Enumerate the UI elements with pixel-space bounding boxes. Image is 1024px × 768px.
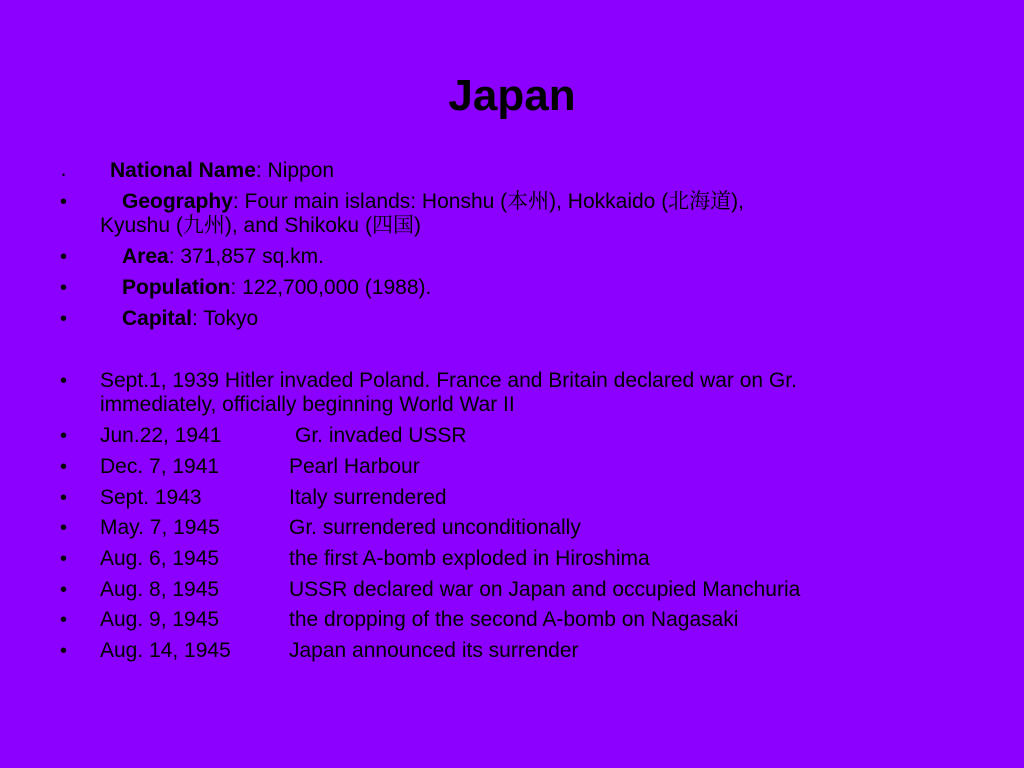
timeline-entry xyxy=(100,424,980,448)
timeline-date: Sept. 1943 xyxy=(100,486,202,509)
bullet-icon: • xyxy=(60,640,68,662)
fact-separator: : xyxy=(192,307,204,330)
timeline-event: Japan announced its surrender xyxy=(289,639,579,662)
bullet-icon: • xyxy=(60,548,68,570)
timeline-date: May. 7, 1945 xyxy=(100,516,220,539)
fact-separator: : xyxy=(232,190,245,213)
timeline-entry xyxy=(100,639,980,663)
fact-label: Area xyxy=(122,245,169,268)
bullet-icon: • xyxy=(60,579,68,601)
timeline-event: Italy surrendered xyxy=(289,486,447,509)
fact-value: 371,857 sq.km. xyxy=(180,245,324,268)
timeline-entry xyxy=(100,578,980,602)
timeline-entry xyxy=(100,455,980,479)
fact-text xyxy=(122,190,1002,214)
fact-label: Geography xyxy=(122,190,233,213)
timeline-event: the dropping of the second A-bomb on Nagasaki xyxy=(289,608,739,631)
timeline-date: Aug. 6, 1945 xyxy=(100,547,220,570)
bullet-icon: • xyxy=(60,609,68,631)
timeline-intro-text: immediately, officially beginning World War II xyxy=(100,393,515,416)
bullet-icon: • xyxy=(60,487,68,509)
fact-text xyxy=(122,276,1002,300)
bullet-icon: • xyxy=(62,170,66,180)
bullet-icon: • xyxy=(60,246,68,268)
timeline-date: Dec. 7, 1941 xyxy=(100,455,220,478)
timeline-date: Jun.22, 1941 xyxy=(100,424,222,447)
fact-value: Nippon xyxy=(267,159,335,182)
timeline-entry xyxy=(100,486,980,510)
timeline-entry xyxy=(100,516,980,540)
fact-separator: : xyxy=(255,159,268,182)
timeline-event: Gr. invaded USSR xyxy=(295,424,467,447)
fact-label: Capital xyxy=(122,307,193,330)
fact-text xyxy=(122,307,1002,331)
timeline-date: Aug. 8, 1945 xyxy=(100,578,220,601)
fact-value: Kyushu (九州), and Shikoku (四国) xyxy=(100,214,421,237)
bullet-icon: • xyxy=(60,425,68,447)
fact-value: Tokyo xyxy=(203,307,259,330)
fact-text xyxy=(122,245,1002,269)
fact-label: Population xyxy=(122,276,231,299)
fact-label: National Name xyxy=(110,159,256,182)
fact-value: 122,700,000 (1988). xyxy=(242,276,432,299)
fact-text xyxy=(110,159,990,183)
bullet-icon: • xyxy=(60,191,68,213)
bullet-icon: • xyxy=(60,370,68,392)
fact-separator: : xyxy=(230,276,243,299)
bullet-icon: • xyxy=(60,517,68,539)
fact-separator: : xyxy=(168,245,181,268)
bullet-icon: • xyxy=(60,277,68,299)
timeline-intro-text: Sept.1, 1939 Hitler invaded Poland. France and Britain declared war on Gr. xyxy=(100,369,797,392)
timeline-event: the first A-bomb exploded in Hiroshima xyxy=(289,547,650,570)
timeline-event: USSR declared war on Japan and occupied Manchuria xyxy=(289,578,801,601)
timeline-entry xyxy=(100,608,980,632)
bullet-icon: • xyxy=(60,308,68,330)
fact-value: Four main islands: Honshu (本州), Hokkaido (北海道), xyxy=(244,190,745,213)
slide-title: Japan xyxy=(448,71,576,120)
timeline-event: Gr. surrendered unconditionally xyxy=(289,516,581,539)
timeline-date: Aug. 9, 1945 xyxy=(100,608,220,631)
timeline-date: Aug. 14, 1945 xyxy=(100,639,231,662)
bullet-icon: • xyxy=(60,456,68,478)
timeline-event: Pearl Harbour xyxy=(289,455,420,478)
timeline-entry xyxy=(100,547,980,571)
